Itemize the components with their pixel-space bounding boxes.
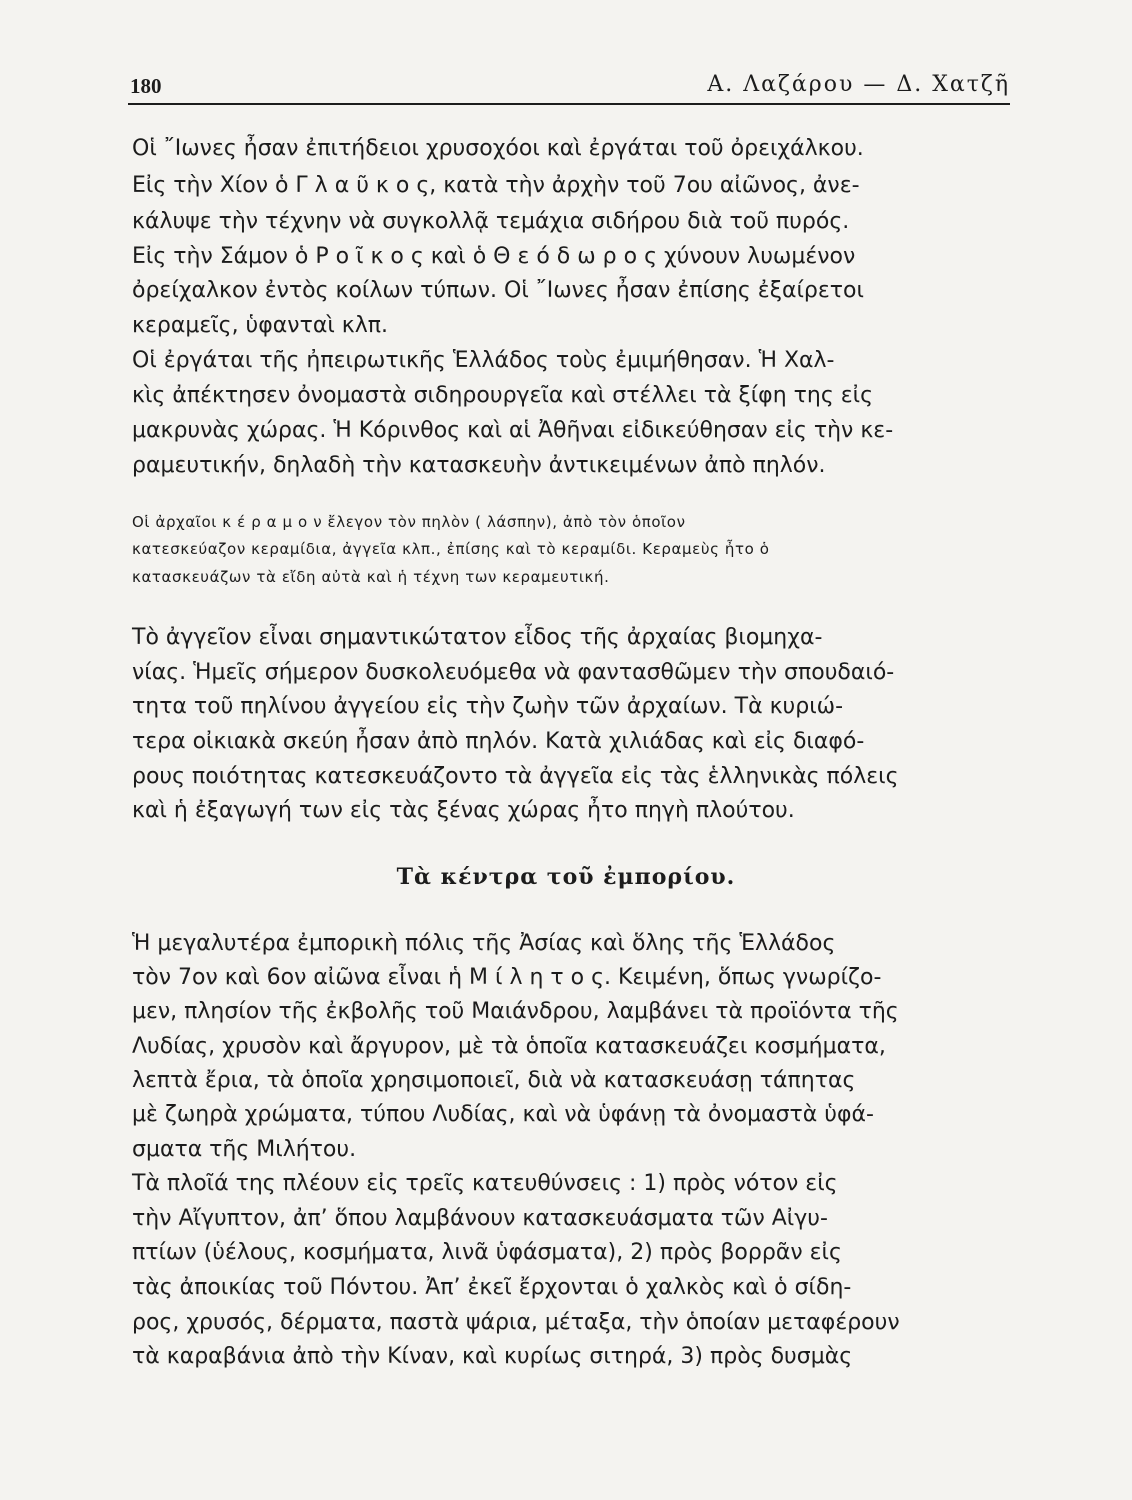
text-line: Λυδίας, χρυσὸν καὶ ἄργυρον, μὲ τὰ ὁποῖα κατασκευάζει κοσμήματα, — [132, 1034, 886, 1059]
text-line: ραμευτικήν, δηλαδὴ τὴν κατασκευὴν ἀντικειμένων ἀπὸ πηλόν. — [132, 453, 826, 478]
section-heading: Τὰ κέντρα τοῦ ἐμπορίου. — [396, 864, 736, 890]
text-line: τὴν Αἴγυπτον, ἀπ’ ὅπου λαμβάνουν κατασκευάσματα τῶν Αἰγυ- — [132, 1206, 828, 1231]
text-line: τὰ καραβάνια ἀπὸ τὴν Κίναν, καὶ κυρίως σιτηρά, 3) πρὸς δυσμὰς — [132, 1344, 853, 1369]
text-line: Τὸ ἀγγεῖον εἶναι σημαντικώτατον εἶδος τῆς ἀρχαίας βιομηχα- — [132, 625, 823, 650]
text-line: Οἱ ἐργάται τῆς ἠπειρωτικῆς Ἑλλάδος τοὺς ἐμιμήθησαν. Ἡ Χαλ- — [132, 348, 835, 373]
text-line: σματα τῆς Μιλήτου. — [132, 1137, 357, 1162]
text-line: κεραμεῖς, ὑφανταὶ κλπ. — [132, 313, 388, 338]
text-line: μακρυνὰς χώρας. Ἡ Κόρινθος καὶ αἱ Ἀθῆναι εἰδικεύθησαν εἰς τὴν κε- — [132, 418, 894, 443]
text-line: τερα οἰκιακὰ σκεύη ἦσαν ἀπὸ πηλόν. Κατὰ χιλιάδας καὶ εἰς διαφό- — [132, 729, 865, 754]
header-rule — [128, 103, 1010, 105]
text-line: κὶς ἀπέκτησεν ὀνομαστὰ σιδηρουργεῖα καὶ στέλλει τὰ ξίφη της εἰς — [132, 383, 873, 408]
footnote-line: κατασκευάζων τὰ εἴδη αὐτὰ καὶ ἡ τέχνη των κεραμευτική. — [132, 568, 610, 586]
text-line: κάλυψε τὴν τέχνην νὰ συγκολλᾷ τεμάχια σιδήρου διὰ τοῦ πυρός. — [132, 209, 850, 234]
text-line: Τὰ πλοῖά της πλέουν εἰς τρεῖς κατευθύνσεις : 1) πρὸς νότον εἰς — [132, 1171, 838, 1196]
page-number: 180 — [130, 74, 162, 98]
text-line: Εἰς τὴν Χίον ὁ Γ λ α ῦ κ ο ς, κατὰ τὴν ἀρχὴν τοῦ 7ου αἰῶνος, ἀνε- — [132, 173, 860, 198]
text-line: ρος, χρυσός, δέρματα, παστὰ ψάρια, μέταξα, τὴν ὁποίαν μεταφέρουν — [132, 1310, 900, 1335]
text-line: ρους ποιότητας κατεσκευάζοντο τὰ ἀγγεῖα εἰς τὰς ἑλληνικὰς πόλεις — [132, 764, 899, 789]
text-line: τὸν 7ον καὶ 6ον αἰῶνα εἶναι ἡ Μ ί λ η τ ο ς. Κειμένη, ὅπως γνωρίζο- — [132, 965, 882, 990]
text-line: καὶ ἡ ἐξαγωγή των εἰς τὰς ξένας χώρας ἦτο πηγὴ πλούτου. — [132, 798, 795, 823]
text-line: Οἱ ῎Ιωνες ἦσαν ἐπιτήδειοι χρυσοχόοι καὶ ἐργάται τοῦ ὀρειχάλκου. — [132, 136, 864, 161]
running-head: Α. Λαζάρου — Δ. Χατζῆ — [707, 72, 1010, 97]
footnote-line: κατεσκεύαζον κεραμίδια, ἀγγεῖα κλπ., ἐπίσης καὶ τὸ κεραμίδι. Κεραμεὺς ἦτο ὁ — [132, 540, 770, 558]
text-line: μὲ ζωηρὰ χρώματα, τύπου Λυδίας, καὶ νὰ ὑφάνῃ τὰ ὀνομαστὰ ὑφά- — [132, 1102, 874, 1127]
text-line: νίας. Ἡμεῖς σήμερον δυσκολευόμεθα νὰ φαντασθῶμεν τὴν σπουδαιό- — [132, 660, 895, 685]
text-line: ὀρείχαλκον ἐντὸς κοίλων τύπων. Οἱ ῎Ιωνες ἦσαν ἐπίσης ἐξαίρετοι — [132, 278, 864, 303]
text-line: τητα τοῦ πηλίνου ἀγγείου εἰς τὴν ζωὴν τῶν ἀρχαίων. Τὰ κυριώ- — [132, 694, 844, 719]
text-line: μεν, πλησίον τῆς ἐκβολῆς τοῦ Μαιάνδρου, λαμβάνει τὰ προϊόντα τῆς — [132, 999, 899, 1024]
text-line: λεπτὰ ἔρια, τὰ ὁποῖα χρησιμοποιεῖ, διὰ νὰ κατασκευάσῃ τάπητας — [132, 1068, 856, 1093]
text-line: Ἡ μεγαλυτέρα ἐμπορικὴ πόλις τῆς Ἀσίας καὶ ὅλης τῆς Ἑλλάδος — [132, 931, 836, 956]
text-line: Εἰς τὴν Σάμον ὁ Ρ ο ῖ κ ο ς καὶ ὁ Θ ε ό δ ω ρ ο ς χύνουν λυωμένον — [132, 244, 856, 269]
footnote-line: Οἱ ἀρχαῖοι κ έ ρ α μ ο ν ἔλεγον τὸν πηλὸν ( λάσπην), ἀπὸ τὸν ὁποῖον — [132, 513, 686, 531]
text-line: τὰς ἀποικίας τοῦ Πόντου. Ἀπ’ ἐκεῖ ἔρχονται ὁ χαλκὸς καὶ ὁ σίδη- — [132, 1275, 852, 1300]
text-line: πτίων (ὑέλους, κοσμήματα, λινᾶ ὑφάσματα), 2) πρὸς βορρᾶν εἰς — [132, 1240, 842, 1265]
